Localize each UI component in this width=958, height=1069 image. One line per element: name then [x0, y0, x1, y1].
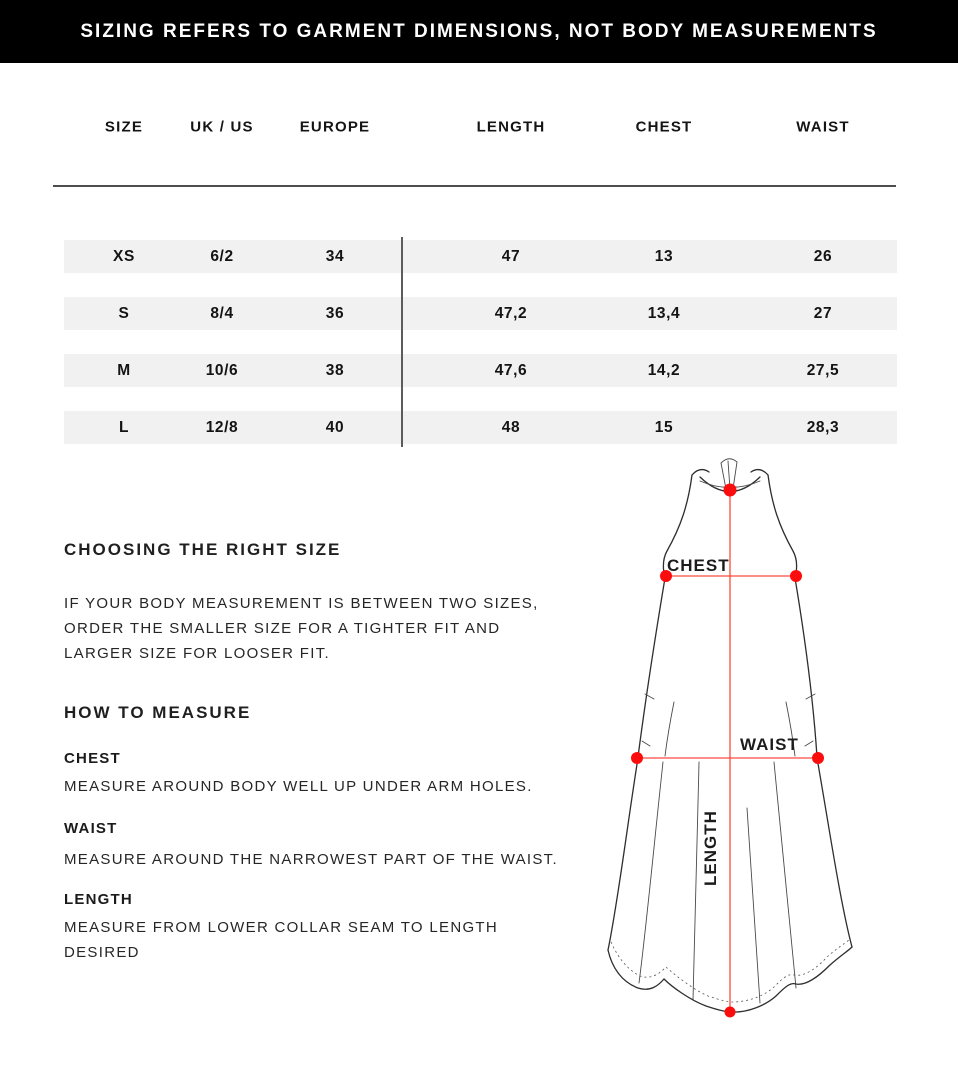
table-cell: 27: [813, 304, 833, 322]
banner-text: SIZING REFERS TO GARMENT DIMENSIONS, NOT BODY MEASUREMENTS: [80, 20, 878, 42]
table-cell: 10/6: [205, 361, 239, 379]
column-header-europe: EUROPE: [299, 118, 371, 135]
table-cell: 36: [325, 304, 345, 322]
table-cell: 34: [325, 247, 345, 265]
choosing-size-line: ORDER THE SMALLER SIZE FOR A TIGHTER FIT AND: [64, 620, 501, 637]
table-cell: 15: [654, 418, 674, 436]
measure-length-line: MEASURE FROM LOWER COLLAR SEAM TO LENGTH: [64, 919, 499, 936]
table-cell: 47,6: [494, 361, 528, 379]
dress-diagram: [560, 450, 958, 1069]
measure-dot: [812, 752, 824, 764]
choosing-size-text: [64, 591, 539, 666]
table-cell: S: [118, 304, 130, 322]
table-cell: XS: [113, 247, 135, 265]
diagram-length-label: LENGTH: [701, 810, 720, 886]
column-header-waist: WAIST: [796, 118, 850, 135]
choosing-size-line: IF YOUR BODY MEASUREMENT IS BETWEEN TWO SIZES,: [64, 595, 539, 612]
table-row-s: [64, 297, 897, 330]
table-cell: 6/2: [210, 247, 234, 265]
measure-waist-label: WAIST: [64, 820, 118, 837]
how-to-measure-heading: HOW TO MEASURE: [64, 703, 252, 722]
table-cell: 8/4: [210, 304, 234, 322]
measure-dot: [724, 484, 737, 497]
measure-dot: [631, 752, 643, 764]
diagram-waist-label: WAIST: [740, 735, 799, 754]
table-cell: 47,2: [494, 304, 528, 322]
table-cell: L: [118, 418, 130, 436]
table-cell: 27,5: [806, 361, 840, 379]
column-header-length: LENGTH: [476, 118, 546, 135]
column-header-size: SIZE: [104, 118, 144, 135]
measure-waist-text: MEASURE AROUND THE NARROWEST PART OF THE WAIST.: [64, 851, 558, 868]
sizing-disclaimer-banner: [0, 0, 958, 63]
measure-chest-label: CHEST: [64, 750, 121, 767]
choosing-size-line: LARGER SIZE FOR LOOSER FIT.: [64, 645, 330, 662]
table-cell: 28,3: [806, 418, 840, 436]
table-cell: 13: [654, 247, 674, 265]
table-cell: 38: [325, 361, 345, 379]
table-cell: 12/8: [205, 418, 239, 436]
table-cell: M: [117, 361, 131, 379]
table-cell: 14,2: [647, 361, 681, 379]
table-cell: 48: [501, 418, 521, 436]
size-table-header: [64, 110, 897, 143]
choosing-size-heading: CHOOSING THE RIGHT SIZE: [64, 540, 342, 559]
table-cell: 13,4: [647, 304, 681, 322]
table-vertical-divider: [401, 237, 403, 447]
measure-dot: [725, 1007, 736, 1018]
diagram-chest-label: CHEST: [667, 556, 730, 575]
table-cell: 40: [325, 418, 345, 436]
measure-length-text: [64, 915, 498, 965]
measure-chest-text: MEASURE AROUND BODY WELL UP UNDER ARM HOLES.: [64, 778, 533, 795]
table-cell: 47: [501, 247, 521, 265]
column-header-uk-us: UK / US: [190, 118, 254, 135]
column-header-chest: CHEST: [635, 118, 693, 135]
measure-length-label: LENGTH: [64, 891, 133, 908]
measure-length-line: DESIRED: [64, 944, 140, 961]
table-cell: 26: [813, 247, 833, 265]
table-row-m: [64, 354, 897, 387]
header-rule: [53, 185, 896, 187]
measure-dot: [790, 570, 802, 582]
table-row-xs: [64, 240, 897, 273]
table-row-l: [64, 411, 897, 444]
